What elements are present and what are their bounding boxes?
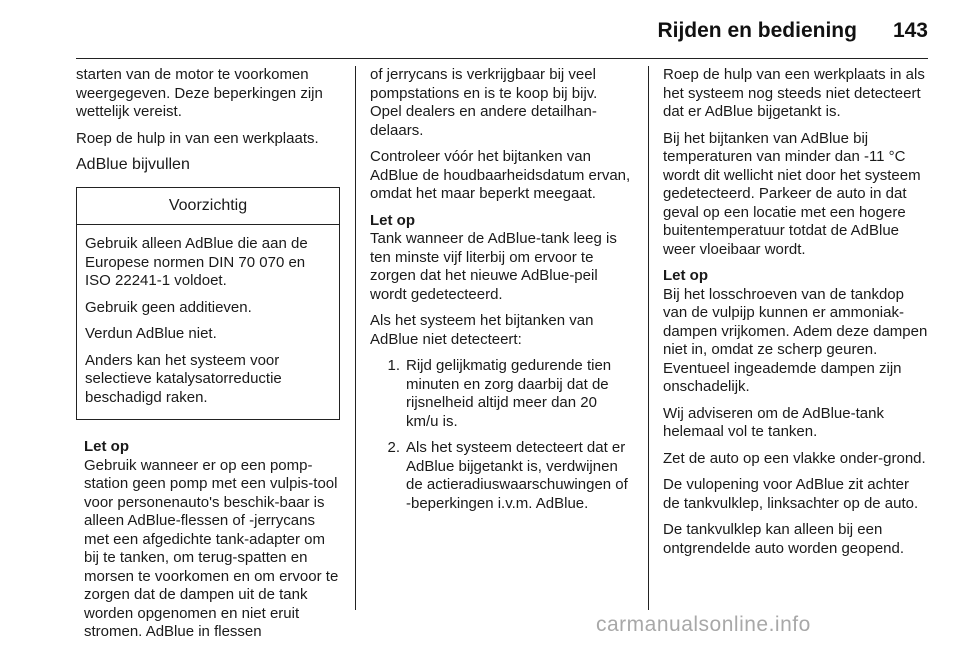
paragraph: Wij adviseren om de AdBlue-tank helemaal vol te tanken.: [663, 404, 884, 440]
header-divider: [76, 58, 928, 59]
step-text: Als het systeem detecteert dat er AdBlue bijgetankt is, verdwijnen de actieradiuswaarschuwingen of -beperkingen i.v.m. AdBlue.: [406, 439, 628, 512]
note-title: Let op: [663, 267, 708, 284]
paragraph: Zet de auto op een vlakke onder-grond.: [663, 449, 926, 467]
column-divider-1: [355, 66, 356, 610]
note-block: [663, 267, 929, 397]
paragraph: Roep de hulp in van een werkplaats.: [76, 129, 319, 147]
paragraph: De vulopening voor AdBlue zit achter de tankvulklep, linksachter op de auto.: [663, 476, 919, 512]
paragraph: of jerrycans is verkrijgbaar bij veel pompstations en is te koop bij bijv. Opel dealers en andere detailhan-delaars.: [370, 66, 598, 139]
caution-heading: Voorzichtig: [77, 188, 339, 226]
note-block: [76, 438, 340, 642]
steps-list: [370, 357, 632, 513]
caution-paragraph: Anders kan het systeem voor selectieve katalysatorreductie beschadigd raken.: [85, 351, 282, 406]
page-number: 143: [892, 19, 928, 42]
step-number: 2.: [387, 439, 400, 456]
paragraph: Bij het bijtanken van AdBlue bij temperaturen van minder dan -11 °C wordt dit wellicht niet door het systeem gedetecteerd. Parkeer de auto in dat geval op een locatie met een hogere buitentemperatuur totdat de AdBlue weer vloeibaar wordt.: [663, 129, 921, 258]
note-title: Let op: [370, 211, 415, 229]
watermark-text: carmanualsonline.info: [596, 613, 811, 636]
caution-box: [76, 187, 340, 421]
note-text: Bij het losschroeven van de tankdop van de vulpijp kunnen er ammoniak-dampen vrijkomen. Adem deze dampen niet in, omdat ze scherp geuren. Eventueel ingeademde dampen zijn onschadelijk.: [663, 285, 928, 395]
paragraph: Als het systeem het bijtanken van AdBlue niet detecteert:: [370, 312, 594, 348]
caution-paragraph: Gebruik alleen AdBlue die aan de Europese normen DIN 70 070 en ISO 22241-1 voldoet.: [85, 235, 308, 289]
paragraph: De tankvulklep kan alleen bij een ontgrendelde auto worden geopend.: [663, 521, 905, 557]
note-title: Let op: [84, 438, 129, 455]
note-text: Gebruik wanneer er op een pomp-station geen pomp met een vulpis-tool voor personenauto's beschik-baar is alleen AdBlue-flessen of -jerrycans met een afgedichte tank-adapter om bij te tanken, om terug-spatten en morsen te voorkomen en om ervoor te zorgen dat de dampen uit de tank worden opgenomen en niet eruit stromen. AdBlue in flessen: [84, 456, 339, 640]
paragraph: Roep de hulp van een werkplaats in als het systeem nog steeds niet detecteert dat er AdBlue bijgetankt is.: [663, 66, 925, 120]
column-2: [370, 66, 632, 521]
step-number: 1.: [387, 357, 400, 374]
paragraph: Controleer vóór het bijtanken van AdBlue de houdbaarheidsdatum ervan, omdat het maar beperkt meegaat.: [370, 148, 631, 202]
caution-paragraph: Gebruik geen additieven.: [85, 298, 252, 316]
note-block: [370, 212, 632, 305]
caution-paragraph: Verdun AdBlue niet.: [85, 325, 217, 342]
section-title: AdBlue bijvullen: [76, 156, 190, 173]
list-item: [370, 357, 632, 431]
column-divider-2: [648, 66, 649, 610]
page-header: [0, 19, 928, 52]
paragraph: starten van de motor te voorkomen weergegeven. Deze beperkingen zijn wettelijk vereist.: [76, 66, 323, 120]
chapter-title: Rijden en bediening: [657, 19, 857, 42]
column-3: [663, 66, 929, 566]
note-text: Tank wanneer de AdBlue-tank leeg is ten minste vijf literbij om ervoor te zorgen dat het nieuwe AdBlue-peil wordt gedetecteerd.: [370, 230, 617, 303]
column-1: [76, 66, 340, 650]
caution-body: [77, 225, 339, 419]
list-item: [370, 439, 632, 513]
step-text: Rijd gelijkmatig gedurende tien minuten en zorg daarbij dat de rijsnelheid altijd meer dan 20 km/u is.: [406, 357, 612, 430]
